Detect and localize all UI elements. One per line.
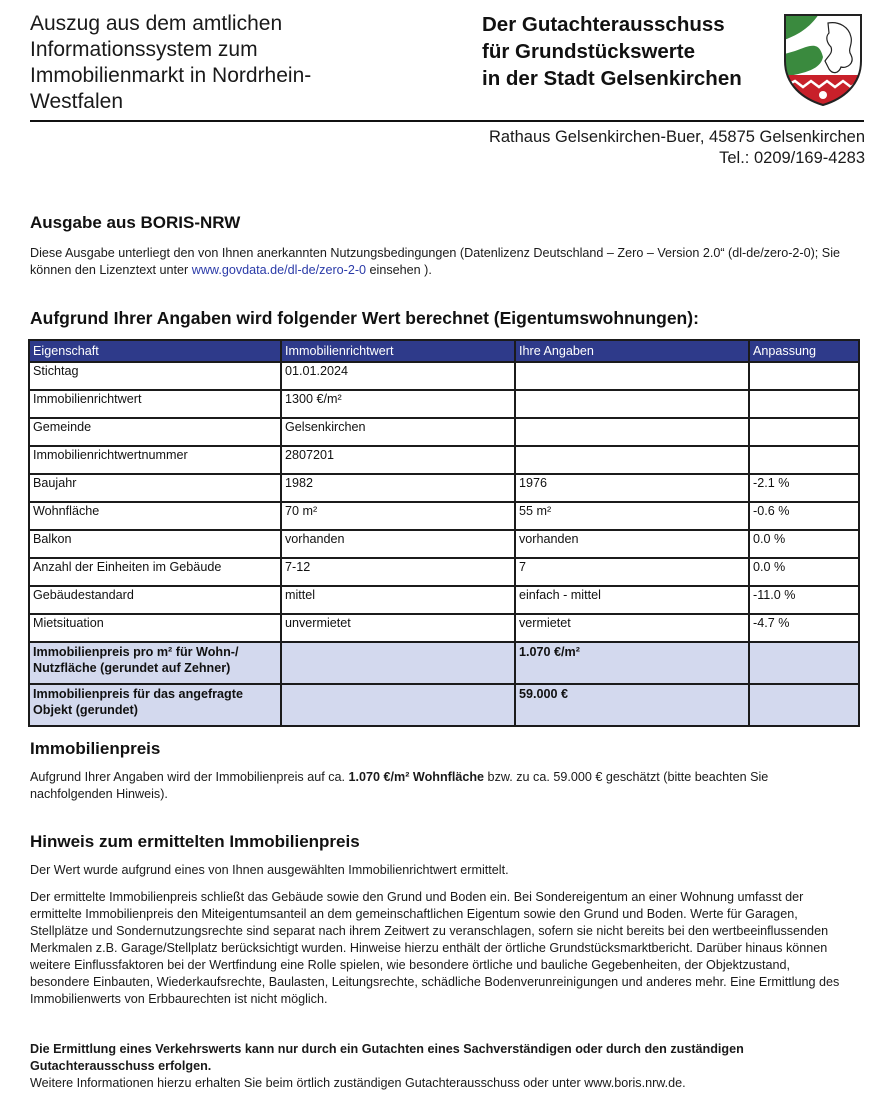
table-cell: 1300 €/m² bbox=[281, 390, 515, 418]
table-cell: 7-12 bbox=[281, 558, 515, 586]
license-text: Diese Ausgabe unterliegt den von Ihnen anerkannten Nutzungsbedingungen (Datenlizenz Deutschland – Zero – Version 2.0“ (dl-de/zero-2-0); Sie können den Lizenztext unter bbox=[30, 246, 841, 277]
table-cell bbox=[281, 684, 515, 726]
table-cell: 1982 bbox=[281, 474, 515, 502]
table-cell: Immobilienrichtwert bbox=[29, 390, 281, 418]
table-cell: Gebäudestandard bbox=[29, 586, 281, 614]
table-cell: Gelsenkirchen bbox=[281, 418, 515, 446]
table-cell: -0.6 % bbox=[749, 502, 859, 530]
valuation-table bbox=[28, 339, 860, 727]
table-cell: Immobilienpreis für das angefragte Objekt (gerundet) bbox=[29, 684, 281, 726]
section-heading-notice: Hinweis zum ermittelten Immobilienpreis bbox=[30, 832, 360, 851]
table-row bbox=[29, 418, 859, 446]
table-cell bbox=[749, 418, 859, 446]
table-cell bbox=[515, 446, 749, 474]
table-cell bbox=[749, 446, 859, 474]
table-row bbox=[29, 586, 859, 614]
table-cell: Immobilienpreis pro m² für Wohn-/ Nutzfläche (gerundet auf Zehner) bbox=[29, 642, 281, 684]
table-row bbox=[29, 474, 859, 502]
table-cell: 7 bbox=[515, 558, 749, 586]
title-line: Auszug aus dem amtlichen bbox=[30, 12, 283, 35]
table-cell bbox=[515, 390, 749, 418]
license-link[interactable]: www.govdata.de/dl-de/zero-2-0 bbox=[191, 263, 367, 277]
table-cell: Balkon bbox=[29, 530, 281, 558]
table-row bbox=[29, 446, 859, 474]
committee-line: für Grundstückswerte bbox=[482, 40, 696, 63]
table-cell bbox=[281, 642, 515, 684]
notice-more-info: Weitere Informationen hierzu erhalten Sie beim örtlich zuständigen Gutachterausschuss oder unter www.boris.nrw.de. bbox=[30, 1076, 686, 1090]
column-header: Eigenschaft bbox=[29, 340, 281, 362]
title-line: Informationssystem zum bbox=[30, 38, 258, 61]
table-cell: vorhanden bbox=[281, 530, 515, 558]
section-heading-valuation: Aufgrund Ihrer Angaben wird folgender Wert berechnet (Eigentumswohnungen): bbox=[30, 308, 699, 328]
column-header: Ihre Angaben bbox=[515, 340, 749, 362]
table-row bbox=[29, 390, 859, 418]
table-cell: mittel bbox=[281, 586, 515, 614]
table-cell: unvermietet bbox=[281, 614, 515, 642]
result-row-price-per-sqm bbox=[29, 642, 859, 684]
committee-name bbox=[482, 11, 772, 92]
table-cell: Mietsituation bbox=[29, 614, 281, 642]
office-address bbox=[489, 127, 865, 169]
notice-paragraph: Der Wert wurde aufgrund eines von Ihnen ausgewählten Immobilienrichtwert ermittelt. bbox=[30, 863, 509, 877]
table-row bbox=[29, 362, 859, 390]
section-heading-boris: Ausgabe aus BORIS-NRW bbox=[30, 213, 241, 232]
nrw-coat-of-arms-icon bbox=[781, 11, 865, 107]
price-summary bbox=[30, 769, 842, 803]
table-row bbox=[29, 530, 859, 558]
table-cell: 2807201 bbox=[281, 446, 515, 474]
header-divider bbox=[30, 120, 864, 122]
table-cell bbox=[749, 390, 859, 418]
table-cell: 0.0 % bbox=[749, 558, 859, 586]
table-cell: Gemeinde bbox=[29, 418, 281, 446]
notice-paragraph: Der ermittelte Immobilienpreis schließt das Gebäude sowie den Grund und Boden ein. Bei Sondereigentum an einer Wohnung umfasst der ermittelte Immobilienpreis den Miteigentumsanteil an dem gemeinschaftlichen Eigentum sowie den Grund und Boden. Werte für Garagen, Stellplätze und Sondernutzungsrechte sind separat nach ihrem Zeitwert zu veranschlagen, sofern sie nicht bereits bei den wertbeeinflussenden Merkmalen z.B. Garage/Stellplatz berücksichtigt wurden. Hinweise hierzu enthält der örtliche Grundstücksmarktbericht. Darüber hinaus können weitere Einflussfaktoren bei der Wertfindung eine Rolle spielen, wie besondere örtliche und bauliche Gegebenheiten, der Objektzustand, besondere Einbauten, Wiederkaufsrechte, Baulasten, Leitungsrechte, schädliche Bodenverunreinigungen und anderes mehr. Eine Ermittlung des Immobilienwerts von Erbbaurechten ist nicht möglich. bbox=[30, 890, 840, 1006]
column-header: Immobilienrichtwert bbox=[281, 340, 515, 362]
price-text-end: bzw. zu ca. 59.000 € geschätzt (bitte beachten Sie nachfolgenden Hinweis). bbox=[30, 770, 769, 801]
table-cell: 1976 bbox=[515, 474, 749, 502]
table-cell: Wohnfläche bbox=[29, 502, 281, 530]
table-cell: 59.000 € bbox=[515, 684, 749, 726]
license-text-end: einsehen ). bbox=[366, 263, 432, 277]
price-text: Aufgrund Ihrer Angaben wird der Immobilienpreis auf ca. bbox=[30, 770, 349, 784]
notice-bold-text: Die Ermittlung eines Verkehrswerts kann nur durch ein Gutachten eines Sachverständigen oder durch den zuständigen Gutachterausschuss erfolgen. bbox=[30, 1042, 744, 1073]
price-highlight: 1.070 €/m² Wohnfläche bbox=[348, 770, 485, 784]
table-cell: Baujahr bbox=[29, 474, 281, 502]
table-cell: vorhanden bbox=[515, 530, 749, 558]
table-row bbox=[29, 558, 859, 586]
committee-line: in der Stadt Gelsenkirchen bbox=[482, 67, 742, 90]
address-line: Rathaus Gelsenkirchen-Buer, 45875 Gelsenkirchen bbox=[488, 128, 865, 146]
table-cell bbox=[515, 362, 749, 390]
table-cell: -4.7 % bbox=[749, 614, 859, 642]
title-line: Westfalen bbox=[30, 90, 123, 113]
table-cell: 1.070 €/m² bbox=[515, 642, 749, 684]
table-cell: -11.0 % bbox=[749, 586, 859, 614]
result-row-total-price bbox=[29, 684, 859, 726]
table-cell: 55 m² bbox=[515, 502, 749, 530]
title-line: Immobilienmarkt in Nordrhein- bbox=[30, 64, 312, 87]
phone-line: Tel.: 0209/169-4283 bbox=[719, 149, 865, 167]
table-cell bbox=[749, 684, 859, 726]
table-cell: 0.0 % bbox=[749, 530, 859, 558]
table-cell: 70 m² bbox=[281, 502, 515, 530]
table-header-row bbox=[29, 340, 859, 362]
table-cell: Stichtag bbox=[29, 362, 281, 390]
document-source-title bbox=[30, 11, 450, 115]
table-cell bbox=[749, 362, 859, 390]
table-cell: Immobilienrichtwertnummer bbox=[29, 446, 281, 474]
table-cell: 01.01.2024 bbox=[281, 362, 515, 390]
table-cell: einfach - mittel bbox=[515, 586, 749, 614]
table-cell bbox=[749, 642, 859, 684]
column-header: Anpassung bbox=[749, 340, 859, 362]
table-cell: Anzahl der Einheiten im Gebäude bbox=[29, 558, 281, 586]
table-row bbox=[29, 614, 859, 642]
table-cell: -2.1 % bbox=[749, 474, 859, 502]
table-row bbox=[29, 502, 859, 530]
section-heading-price: Immobilienpreis bbox=[30, 739, 161, 758]
table-cell bbox=[515, 418, 749, 446]
notice-closing bbox=[30, 1041, 842, 1092]
committee-line: Der Gutachterausschuss bbox=[482, 13, 725, 36]
license-notice bbox=[30, 245, 842, 279]
table-cell: vermietet bbox=[515, 614, 749, 642]
